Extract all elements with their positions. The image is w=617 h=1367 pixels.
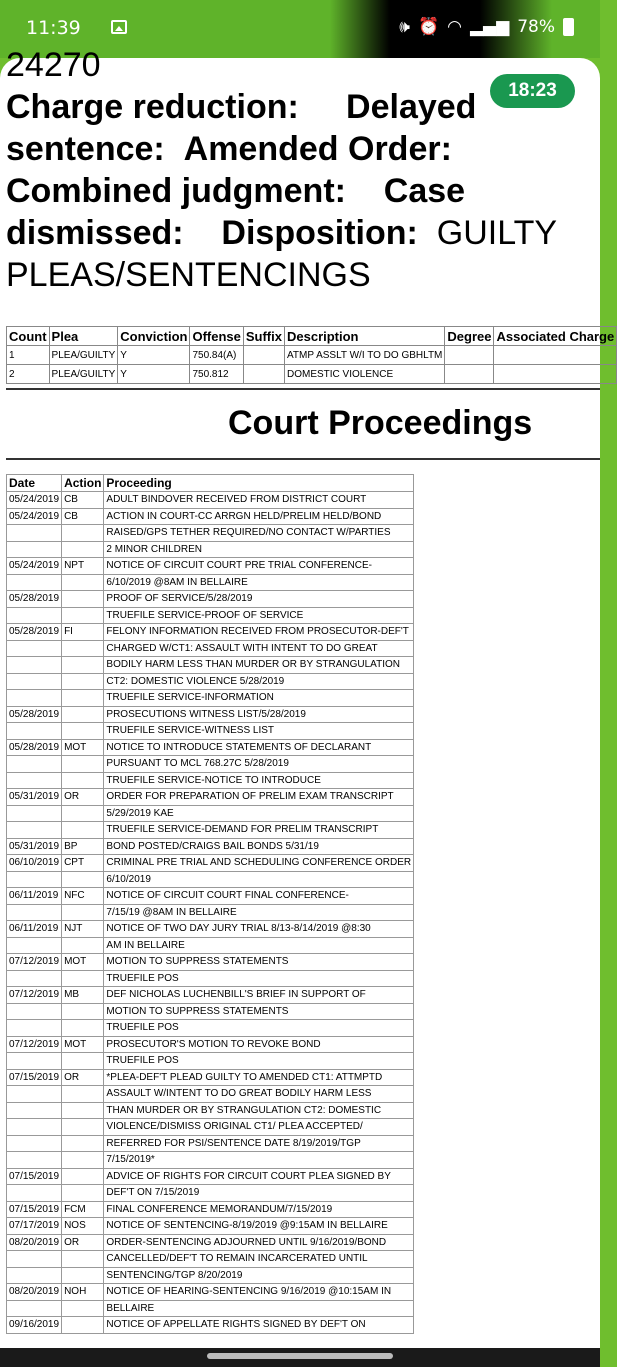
table-cell — [7, 723, 62, 740]
table-row — [7, 723, 414, 740]
table-row — [7, 690, 414, 707]
table-cell: OR — [62, 1069, 104, 1086]
table-row — [7, 541, 414, 558]
table-cell — [62, 1300, 104, 1317]
table-cell: NOTICE OF SENTENCING-8/19/2019 @9:15AM IN BELLAIRE — [104, 1218, 414, 1235]
table-row — [7, 508, 414, 525]
table-cell — [62, 1135, 104, 1152]
case-number: 24270 — [6, 46, 101, 84]
table-cell — [62, 1053, 104, 1070]
proceedings-col-proceeding: Proceeding — [104, 475, 414, 492]
table-cell: TRUEFILE SERVICE-DEMAND FOR PRELIM TRANSCRIPT — [104, 822, 414, 839]
table-cell: PLEA/GUILTY — [49, 346, 118, 365]
combined-judgment-label: Combined judgment: — [6, 172, 346, 210]
table-cell — [243, 365, 284, 384]
navigation-bar — [0, 1348, 600, 1367]
signal-icon: ▂▄▆ — [469, 17, 510, 37]
table-cell — [7, 640, 62, 657]
proceedings-col-action: Action — [62, 475, 104, 492]
table-row — [7, 970, 414, 987]
table-cell: 07/15/2019 — [7, 1069, 62, 1086]
amended-order-label: Amended Order: — [183, 130, 452, 168]
table-cell — [62, 706, 104, 723]
table-row — [7, 1201, 414, 1218]
table-cell — [7, 756, 62, 773]
table-cell: CB — [62, 508, 104, 525]
table-row — [7, 855, 414, 872]
table-row — [7, 1168, 414, 1185]
table-cell — [62, 1251, 104, 1268]
table-cell — [62, 1168, 104, 1185]
table-cell — [62, 1119, 104, 1136]
table-cell: 07/12/2019 — [7, 1036, 62, 1053]
charge-reduction-label: Charge reduction: — [6, 88, 299, 126]
table-cell: MB — [62, 987, 104, 1004]
table-row — [7, 987, 414, 1004]
table-cell: NPT — [62, 558, 104, 575]
table-row — [7, 607, 414, 624]
table-cell: FCM — [62, 1201, 104, 1218]
table-cell: TRUEFILE POS — [104, 1020, 414, 1037]
table-cell — [62, 690, 104, 707]
table-row — [7, 1284, 414, 1301]
table-row — [7, 1086, 414, 1103]
wifi-icon: ◠ — [447, 17, 462, 37]
table-cell: NJT — [62, 921, 104, 938]
table-row — [7, 640, 414, 657]
vibrate-icon: 🕪 — [399, 17, 410, 37]
table-cell — [62, 805, 104, 822]
table-row — [7, 574, 414, 591]
disposition-label: Disposition: — [221, 214, 418, 252]
table-cell — [62, 574, 104, 591]
timer-badge[interactable]: 18:23 — [490, 74, 575, 108]
table-cell: FINAL CONFERENCE MEMORANDUM/7/15/2019 — [104, 1201, 414, 1218]
table-cell — [7, 607, 62, 624]
table-row — [7, 789, 414, 806]
table-cell — [62, 904, 104, 921]
table-cell — [7, 970, 62, 987]
image-icon — [111, 20, 127, 34]
table-cell: ASSAULT W/INTENT TO DO GREAT BODILY HARM LESS — [104, 1086, 414, 1103]
table-row — [7, 558, 414, 575]
table-cell — [7, 904, 62, 921]
table-cell — [7, 1135, 62, 1152]
table-cell — [62, 1185, 104, 1202]
table-cell: MOT — [62, 1036, 104, 1053]
table-cell: 07/15/2019 — [7, 1168, 62, 1185]
table-cell: 2 — [7, 365, 50, 384]
table-cell: FI — [62, 624, 104, 641]
table-cell: MOT — [62, 739, 104, 756]
table-row — [7, 756, 414, 773]
table-cell — [7, 1185, 62, 1202]
proceedings-col-date: Date — [7, 475, 62, 492]
table-cell: CHARGED W/CT1: ASSAULT WITH INTENT TO DO GREAT — [104, 640, 414, 657]
home-gesture-handle[interactable] — [207, 1353, 393, 1359]
charges-col-suffix: Suffix — [243, 327, 284, 346]
alarm-icon: ⏰ — [417, 17, 440, 37]
table-cell: ATMP ASSLT W/I TO DO GBHLTM — [284, 346, 444, 365]
table-row — [7, 657, 414, 674]
table-cell — [7, 772, 62, 789]
table-cell: 08/20/2019 — [7, 1234, 62, 1251]
table-cell: 6/10/2019 @8AM IN BELLAIRE — [104, 574, 414, 591]
table-cell: 06/11/2019 — [7, 921, 62, 938]
table-cell: 5/29/2019 KAE — [104, 805, 414, 822]
table-cell — [243, 346, 284, 365]
table-cell: 05/31/2019 — [7, 838, 62, 855]
table-cell — [7, 1003, 62, 1020]
table-row — [7, 1102, 414, 1119]
table-cell — [7, 1300, 62, 1317]
table-row — [7, 739, 414, 756]
table-cell: NOTICE TO INTRODUCE STATEMENTS OF DECLARANT — [104, 739, 414, 756]
table-cell: 05/24/2019 — [7, 492, 62, 509]
table-cell: SENTENCING/TGP 8/20/2019 — [104, 1267, 414, 1284]
table-cell: 6/10/2019 — [104, 871, 414, 888]
table-cell: 05/24/2019 — [7, 508, 62, 525]
table-cell — [7, 1020, 62, 1037]
table-row — [7, 937, 414, 954]
table-row — [7, 591, 414, 608]
table-cell — [494, 365, 617, 384]
charges-col-plea: Plea — [49, 327, 118, 346]
table-row — [7, 888, 414, 905]
table-cell — [62, 607, 104, 624]
table-cell: NOTICE OF HEARING-SENTENCING 9/16/2019 @10:15AM IN — [104, 1284, 414, 1301]
table-cell — [62, 772, 104, 789]
table-cell — [62, 657, 104, 674]
table-cell: MOTION TO SUPPRESS STATEMENTS — [104, 1003, 414, 1020]
table-cell: NOH — [62, 1284, 104, 1301]
table-row — [7, 805, 414, 822]
table-cell: 7/15/2019* — [104, 1152, 414, 1169]
table-cell: PROSECUTOR'S MOTION TO REVOKE BOND — [104, 1036, 414, 1053]
table-cell: ACTION IN COURT-CC ARRGN HELD/PRELIM HELD/BOND — [104, 508, 414, 525]
table-cell: 750.812 — [190, 365, 243, 384]
table-cell — [62, 1003, 104, 1020]
table-cell: BOND POSTED/CRAIGS BAIL BONDS 5/31/19 — [104, 838, 414, 855]
table-cell: TRUEFILE SERVICE-WITNESS LIST — [104, 723, 414, 740]
table-row — [7, 1218, 414, 1235]
table-cell — [7, 1267, 62, 1284]
table-cell — [62, 937, 104, 954]
table-cell: DEF NICHOLAS LUCHENBILL'S BRIEF IN SUPPORT OF — [104, 987, 414, 1004]
table-cell: DEF'T ON 7/15/2019 — [104, 1185, 414, 1202]
table-cell: ADVICE OF RIGHTS FOR CIRCUIT COURT PLEA SIGNED BY — [104, 1168, 414, 1185]
table-cell — [62, 1317, 104, 1334]
table-row — [7, 1185, 414, 1202]
table-row — [7, 1135, 414, 1152]
table-cell: PROOF OF SERVICE/5/28/2019 — [104, 591, 414, 608]
table-cell: NOS — [62, 1218, 104, 1235]
table-row — [7, 1234, 414, 1251]
table-cell: REFERRED FOR PSI/SENTENCE DATE 8/19/2019/TGP — [104, 1135, 414, 1152]
table-cell — [7, 1251, 62, 1268]
proceedings-header-row — [7, 475, 414, 492]
table-cell: 2 MINOR CHILDREN — [104, 541, 414, 558]
table-cell: CRIMINAL PRE TRIAL AND SCHEDULING CONFERENCE ORDER — [104, 855, 414, 872]
table-cell: BODILY HARM LESS THAN MURDER OR BY STRANGULATION — [104, 657, 414, 674]
table-cell: ORDER-SENTENCING ADJOURNED UNTIL 9/16/2019/BOND — [104, 1234, 414, 1251]
table-cell: 05/31/2019 — [7, 789, 62, 806]
table-cell: THAN MURDER OR BY STRANGULATION CT2: DOMESTIC — [104, 1102, 414, 1119]
table-cell: ORDER FOR PREPARATION OF PRELIM EXAM TRANSCRIPT — [104, 789, 414, 806]
table-row — [7, 1003, 414, 1020]
table-row — [7, 706, 414, 723]
table-cell — [7, 1152, 62, 1169]
table-cell: 05/24/2019 — [7, 558, 62, 575]
table-cell — [62, 591, 104, 608]
table-cell — [7, 1086, 62, 1103]
table-cell — [62, 871, 104, 888]
table-row — [7, 772, 414, 789]
table-cell: MOT — [62, 954, 104, 971]
table-cell: MOTION TO SUPPRESS STATEMENTS — [104, 954, 414, 971]
table-row — [7, 1020, 414, 1037]
table-cell: BELLAIRE — [104, 1300, 414, 1317]
table-cell: Y — [118, 365, 190, 384]
table-cell — [7, 937, 62, 954]
table-cell: NOTICE OF APPELLATE RIGHTS SIGNED BY DEF'T ON — [104, 1317, 414, 1334]
table-cell: CPT — [62, 855, 104, 872]
delayed-sentence-label: Delayed sentence: — [6, 88, 477, 168]
table-cell: 06/10/2019 — [7, 855, 62, 872]
table-cell — [62, 756, 104, 773]
table-cell: 07/12/2019 — [7, 954, 62, 971]
table-cell: PLEA/GUILTY — [49, 365, 118, 384]
table-cell: NOTICE OF CIRCUIT COURT PRE TRIAL CONFERENCE- — [104, 558, 414, 575]
table-cell — [7, 805, 62, 822]
table-row — [7, 871, 414, 888]
table-cell: TRUEFILE SERVICE-INFORMATION — [104, 690, 414, 707]
table-row — [7, 921, 414, 938]
table-cell: CT2: DOMESTIC VIOLENCE 5/28/2019 — [104, 673, 414, 690]
table-row — [7, 954, 414, 971]
table-row — [7, 1036, 414, 1053]
table-cell — [62, 1267, 104, 1284]
table-cell — [7, 1102, 62, 1119]
table-cell: 7/15/19 @8AM IN BELLAIRE — [104, 904, 414, 921]
charges-table — [6, 326, 617, 384]
table-cell — [7, 1053, 62, 1070]
table-cell: RAISED/GPS TETHER REQUIRED/NO CONTACT W/PARTIES — [104, 525, 414, 542]
table-cell: 05/28/2019 — [7, 706, 62, 723]
table-cell: NFC — [62, 888, 104, 905]
table-cell: OR — [62, 789, 104, 806]
table-cell — [62, 525, 104, 542]
table-row — [7, 1317, 414, 1334]
table-cell: NOTICE OF CIRCUIT COURT FINAL CONFERENCE- — [104, 888, 414, 905]
table-cell — [7, 541, 62, 558]
table-cell — [62, 822, 104, 839]
battery-level: 78% — [517, 17, 555, 37]
court-proceedings-table — [6, 474, 414, 1334]
table-cell: Y — [118, 346, 190, 365]
charges-col-count: Count — [7, 327, 50, 346]
table-cell — [62, 673, 104, 690]
table-cell: DOMESTIC VIOLENCE — [284, 365, 444, 384]
table-cell: PROSECUTIONS WITNESS LIST/5/28/2019 — [104, 706, 414, 723]
divider — [6, 458, 600, 460]
table-row — [7, 1300, 414, 1317]
table-cell: TRUEFILE POS — [104, 1053, 414, 1070]
table-cell — [7, 1119, 62, 1136]
table-cell: 07/15/2019 — [7, 1201, 62, 1218]
table-cell — [62, 723, 104, 740]
table-cell: TRUEFILE POS — [104, 970, 414, 987]
table-cell — [494, 346, 617, 365]
charges-col-conviction: Conviction — [118, 327, 190, 346]
table-row — [7, 1119, 414, 1136]
table-cell — [62, 541, 104, 558]
table-row — [7, 492, 414, 509]
table-cell — [7, 690, 62, 707]
table-row — [7, 822, 414, 839]
status-icons — [399, 17, 574, 37]
table-cell: AM IN BELLAIRE — [104, 937, 414, 954]
table-cell — [7, 525, 62, 542]
table-row — [7, 346, 617, 365]
table-row — [7, 1251, 414, 1268]
charges-col-associated: Associated Charge — [494, 327, 617, 346]
table-cell: 06/11/2019 — [7, 888, 62, 905]
charges-col-description: Description — [284, 327, 444, 346]
table-cell: 08/20/2019 — [7, 1284, 62, 1301]
table-row — [7, 525, 414, 542]
table-cell — [62, 1102, 104, 1119]
table-cell — [445, 365, 494, 384]
table-cell — [7, 574, 62, 591]
table-cell: 07/12/2019 — [7, 987, 62, 1004]
web-page[interactable] — [0, 46, 615, 1348]
case-dismissed-label: Case dismissed: — [6, 172, 466, 252]
table-cell: 07/17/2019 — [7, 1218, 62, 1235]
table-cell: 05/28/2019 — [7, 739, 62, 756]
table-row — [7, 1152, 414, 1169]
court-proceedings-title: Court Proceedings — [228, 404, 533, 442]
table-cell — [62, 1086, 104, 1103]
table-cell — [7, 657, 62, 674]
divider — [6, 388, 600, 390]
disposition-value: GUILTY PLEAS/SENTENCINGS — [6, 214, 557, 294]
battery-icon — [563, 18, 574, 36]
table-cell — [62, 1020, 104, 1037]
table-cell: CANCELLED/DEF'T TO REMAIN INCARCERATED UNTIL — [104, 1251, 414, 1268]
table-cell: BP — [62, 838, 104, 855]
table-row — [7, 904, 414, 921]
table-row — [7, 1267, 414, 1284]
table-row — [7, 673, 414, 690]
table-cell — [445, 346, 494, 365]
table-cell: 05/28/2019 — [7, 591, 62, 608]
charges-header-row — [7, 327, 617, 346]
table-row — [7, 1053, 414, 1070]
table-cell — [7, 822, 62, 839]
table-cell: NOTICE OF TWO DAY JURY TRIAL 8/13-8/14/2019 @8:30 — [104, 921, 414, 938]
table-cell — [62, 640, 104, 657]
table-cell: ADULT BINDOVER RECEIVED FROM DISTRICT COURT — [104, 492, 414, 509]
table-cell: VIOLENCE/DISMISS ORIGINAL CT1/ PLEA ACCEPTED/ — [104, 1119, 414, 1136]
table-cell — [7, 673, 62, 690]
status-time: 11:39 — [26, 17, 81, 39]
charges-col-degree: Degree — [445, 327, 494, 346]
table-cell: CB — [62, 492, 104, 509]
table-cell: TRUEFILE SERVICE-PROOF OF SERVICE — [104, 607, 414, 624]
table-cell: FELONY INFORMATION RECEIVED FROM PROSECUTOR-DEF'T — [104, 624, 414, 641]
table-cell — [7, 871, 62, 888]
table-row — [7, 365, 617, 384]
table-cell — [62, 1152, 104, 1169]
table-cell: *PLEA-DEF'T PLEAD GUILTY TO AMENDED CT1: ATTMPTD — [104, 1069, 414, 1086]
table-cell: 1 — [7, 346, 50, 365]
table-cell — [62, 970, 104, 987]
table-row — [7, 624, 414, 641]
table-cell: 750.84(A) — [190, 346, 243, 365]
table-row — [7, 838, 414, 855]
charges-col-offense: Offense — [190, 327, 243, 346]
table-cell: 05/28/2019 — [7, 624, 62, 641]
table-cell: OR — [62, 1234, 104, 1251]
table-cell: PURSUANT TO MCL 768.27C 5/28/2019 — [104, 756, 414, 773]
table-cell: TRUEFILE SERVICE-NOTICE TO INTRODUCE — [104, 772, 414, 789]
table-row — [7, 1069, 414, 1086]
table-cell: 09/16/2019 — [7, 1317, 62, 1334]
